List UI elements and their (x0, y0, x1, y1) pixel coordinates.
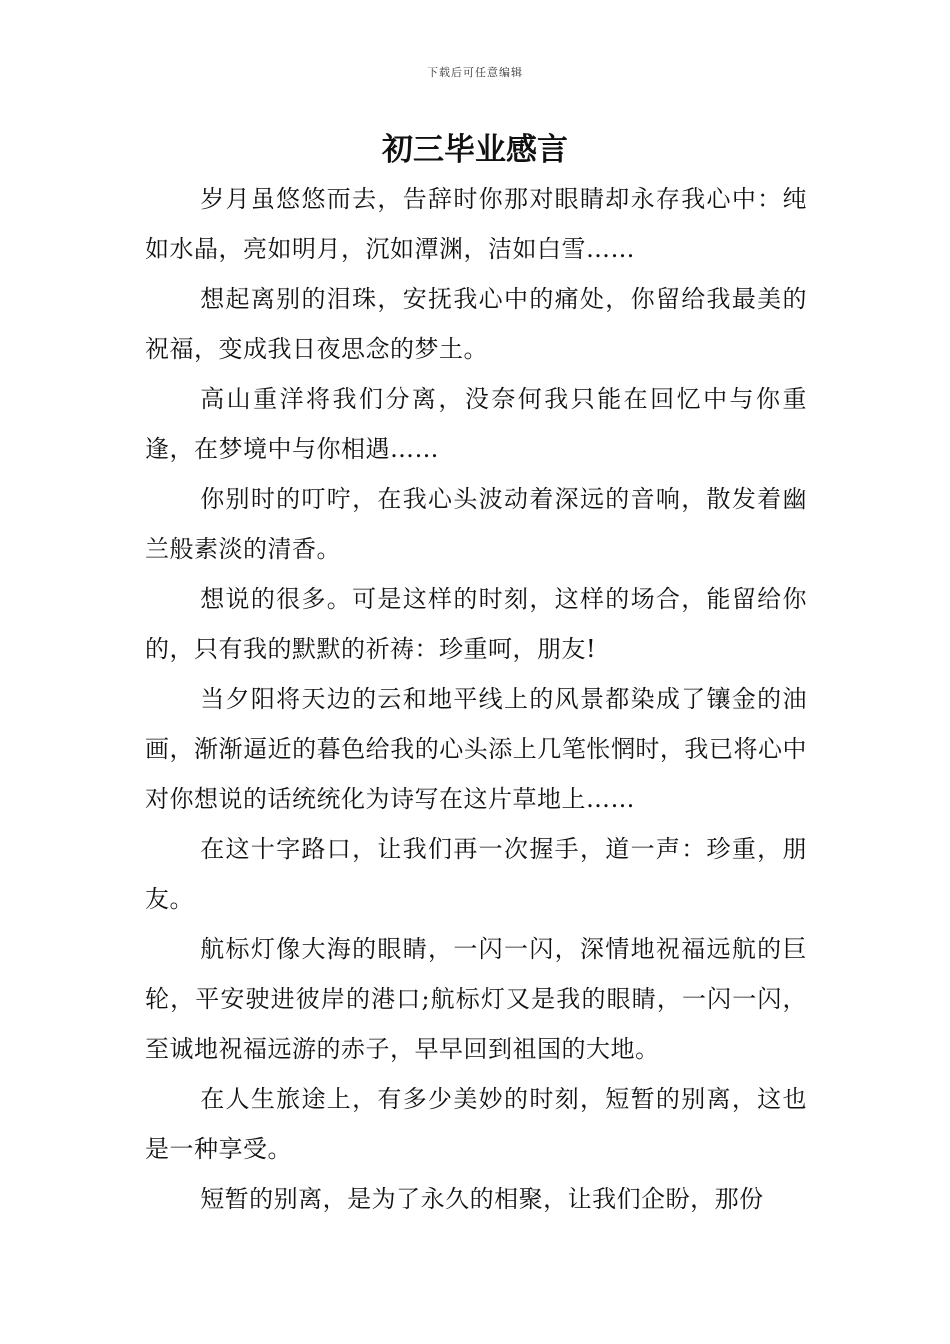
paragraph: 想起离别的泪珠，安抚我心中的痛处，你留给我最美的祝福，变成我日夜思念的梦土。 (145, 285, 807, 363)
paragraph: 想说的很多。可是这样的时刻，这样的场合，能留给你的，只有我的默默的祈祷：珍重呵，朋友! (145, 585, 807, 663)
body-text (145, 174, 807, 1224)
paragraph: 在人生旅途上，有多少美妙的时刻，短暂的别离，这也是一种享受。 (145, 1085, 807, 1163)
paragraph: 航标灯像大海的眼睛，一闪一闪，深情地祝福远航的巨轮，平安驶进彼岸的港口;航标灯又是我的眼睛，一闪一闪，至诚地祝福远游的赤子，早早回到祖国的大地。 (145, 935, 807, 1063)
paragraph: 当夕阳将天边的云和地平线上的风景都染成了镶金的油画，渐渐逼近的暮色给我的心头添上几笔怅惘时，我已将心中对你想说的话统统化为诗写在这片草地上…… (145, 685, 807, 813)
paragraph: 你别时的叮咛，在我心头波动着深远的音响，散发着幽兰般素淡的清香。 (145, 485, 807, 563)
paragraph: 岁月虽悠悠而去，告辞时你那对眼睛却永存我心中：纯如水晶，亮如明月，沉如潭渊，洁如白雪…… (145, 185, 807, 263)
paragraph: 在这十字路口，让我们再一次握手，道一声：珍重，朋友。 (145, 835, 807, 913)
paragraph: 高山重洋将我们分离，没奈何我只能在回忆中与你重逢，在梦境中与你相遇…… (145, 385, 807, 463)
paragraph: 短暂的别离，是为了永久的相聚，让我们企盼，那份 (200, 1185, 764, 1213)
page-title: 初三毕业感言 (382, 132, 568, 168)
header-note: 下载后可任意编辑 (427, 66, 523, 79)
